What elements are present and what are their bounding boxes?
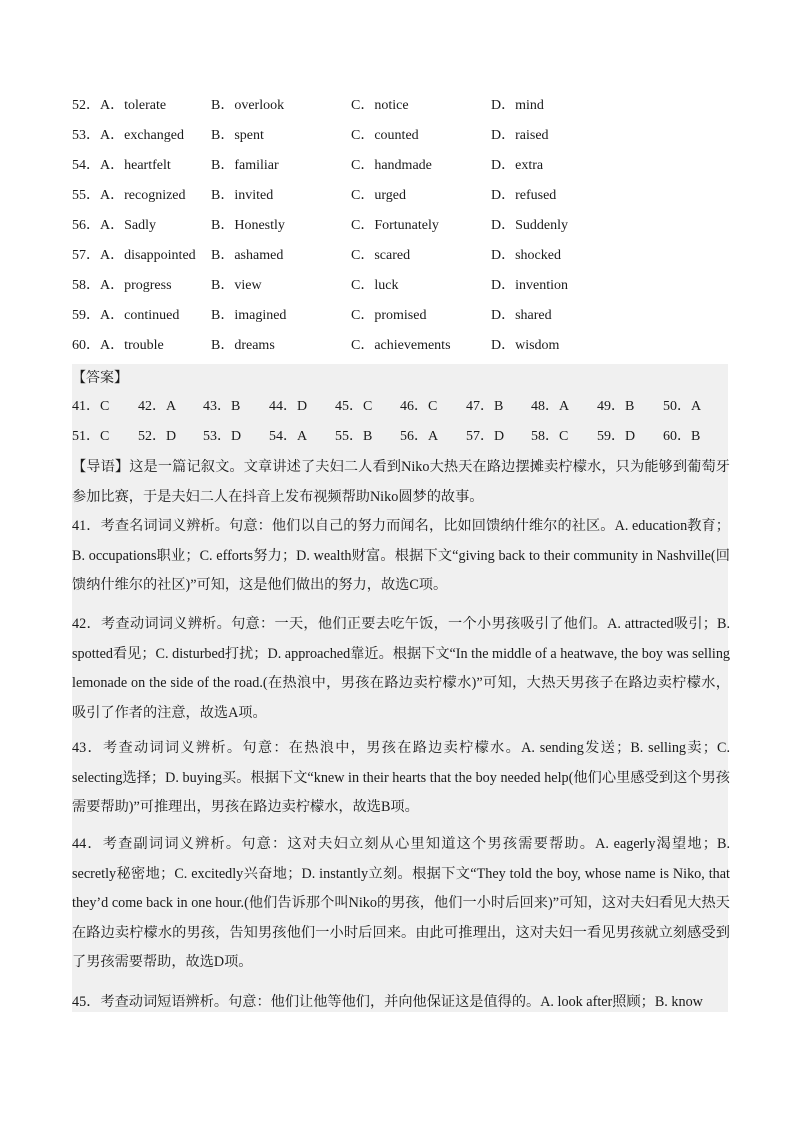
option-b: B．imagined <box>211 308 287 323</box>
option-row <box>72 156 732 186</box>
option-row <box>72 216 732 246</box>
option-b: B．view <box>211 278 262 293</box>
answer-key-item: 53．D <box>203 429 242 444</box>
answer-key-item: 60．B <box>663 429 701 444</box>
option-a: 57．A．disappointed <box>72 248 196 263</box>
option-a: 54．A．heartfelt <box>72 158 171 173</box>
option-c: C．urged <box>351 188 406 203</box>
option-c: C．achievements <box>351 338 451 353</box>
option-a: 55．A．recognized <box>72 188 186 203</box>
option-row <box>72 246 732 276</box>
answer-key-item: 51．C <box>72 429 110 444</box>
option-c: C．counted <box>351 128 419 143</box>
option-d: D．shared <box>491 308 552 323</box>
option-b: B．invited <box>211 188 274 203</box>
option-d: D．invention <box>491 278 568 293</box>
option-c: C．Fortunately <box>351 218 439 233</box>
option-b: B．spent <box>211 128 264 143</box>
passage-intro: 【导语】这是一篇记叙文。文章讲述了夫妇二人看到Niko大热天在路边摆摊卖柠檬水，只为能够到葡萄牙参加比赛，于是夫妇二人在抖音上发布视频帮助Niko圆梦的故事。 <box>72 459 730 505</box>
answer-key-item: 58．C <box>531 429 569 444</box>
answer-key-item: 56．A <box>400 429 439 444</box>
answer-key-row-2 <box>72 427 728 451</box>
explanation-43: 43．考查动词词义辨析。句意：在热浪中，男孩在路边卖柠檬水。A. sending发送；B. selling卖；C. selecting选择；D. buying买。根据下文“knew in their hearts that the boy needed help(他们心里感受到这个男孩需要帮助)”可推理出，男孩在路边卖柠檬水，故选B项。 <box>72 740 730 816</box>
option-b: B．ashamed <box>211 248 284 263</box>
answer-key-item: 47．B <box>466 399 504 414</box>
option-row <box>72 186 732 216</box>
option-a: 56．A．Sadly <box>72 218 156 233</box>
answer-key-item: 41．C <box>72 399 110 414</box>
answer-key-item: 59．D <box>597 429 636 444</box>
answer-key-item: 48．A <box>531 399 570 414</box>
answer-heading: 【答案】 <box>72 371 128 386</box>
answer-key-item: 45．C <box>335 399 373 414</box>
option-d: D．wisdom <box>491 338 560 353</box>
option-a: 60．A．trouble <box>72 338 164 353</box>
answer-key-item: 44．D <box>269 399 308 414</box>
option-a: 52．A．tolerate <box>72 98 167 113</box>
option-row <box>72 276 732 306</box>
option-d: D．refused <box>491 188 557 203</box>
answer-key-item: 42．A <box>138 399 177 414</box>
answer-key-row-1 <box>72 397 728 421</box>
option-row <box>72 336 732 366</box>
option-c: C．luck <box>351 278 399 293</box>
option-c: C．promised <box>351 308 427 323</box>
option-row <box>72 96 732 126</box>
answer-key-item: 50．A <box>663 399 702 414</box>
answer-key-item: 57．D <box>466 429 505 444</box>
option-d: D．extra <box>491 158 544 173</box>
option-d: D．shocked <box>491 248 561 263</box>
option-a: 59．A．continued <box>72 308 180 323</box>
option-d: D．raised <box>491 128 549 143</box>
explanation-45: 45．考查动词短语辨析。句意：他们让他等他们，并向他保证这是值得的。A. look after照顾；B. know <box>72 994 703 1010</box>
answer-key-item: 54．A <box>269 429 308 444</box>
option-c: C．scared <box>351 248 411 263</box>
option-a: 58．A．progress <box>72 278 172 293</box>
option-b: B．overlook <box>211 98 285 113</box>
option-a: 53．A．exchanged <box>72 128 184 143</box>
answer-key-item: 46．C <box>400 399 438 414</box>
option-row <box>72 306 732 336</box>
explanation-42: 42．考查动词词义辨析。句意：一天，他们正要去吃午饭，一个小男孩吸引了他们。A. attracted吸引；B. spotted看见；C. disturbed打扰；D. approached靠近。根据下文“In the middle of a heatwave, the boy was selling lemonade on the side of the road.(在热浪中，男孩在路边卖柠檬水)”可知，大热天男孩子在路边卖柠檬水，吸引了作者的注意，故选A项。 <box>72 616 731 721</box>
answer-key-item: 55．B <box>335 429 373 444</box>
option-b: B．familiar <box>211 158 279 173</box>
answer-key-item: 52．D <box>138 429 177 444</box>
explanation-41: 41．考查名词词义辨析。句意：他们以自己的努力而闻名，比如回馈纳什维尔的社区。A. education教育；B. occupations职业；C. efforts努力；D. wealth财富。根据下文“giving back to their community in Nashville(回馈纳什维尔的社区)”可知，这是他们做出的努力，故选C项。 <box>72 518 730 594</box>
explanation-44: 44．考查副词词义辨析。句意：这对夫妇立刻从心里知道这个男孩需要帮助。A. eagerly渴望地；B. secretly秘密地；C. excitedly兴奋地；D. instantly立刻。根据下文“They told the boy, whose name is Niko, that they’d come back in one hour.(他们告诉那个叫Niko的男孩，他们一小时后回来)”可知，这对夫妇看见大热天在路边卖柠檬水的男孩，告知男孩他们一小时后回来。由此可推理出，这对夫妇一看见男孩就立刻感受到了男孩需要帮助，故选D项。 <box>72 836 730 971</box>
option-d: D．Suddenly <box>491 218 568 233</box>
option-c: C．handmade <box>351 158 432 173</box>
answer-key-item: 49．B <box>597 399 635 414</box>
option-b: B．Honestly <box>211 218 285 233</box>
option-b: B．dreams <box>211 338 275 353</box>
option-d: D．mind <box>491 98 544 113</box>
option-row <box>72 126 732 156</box>
answer-key-item: 43．B <box>203 399 241 414</box>
option-c: C．notice <box>351 98 409 113</box>
